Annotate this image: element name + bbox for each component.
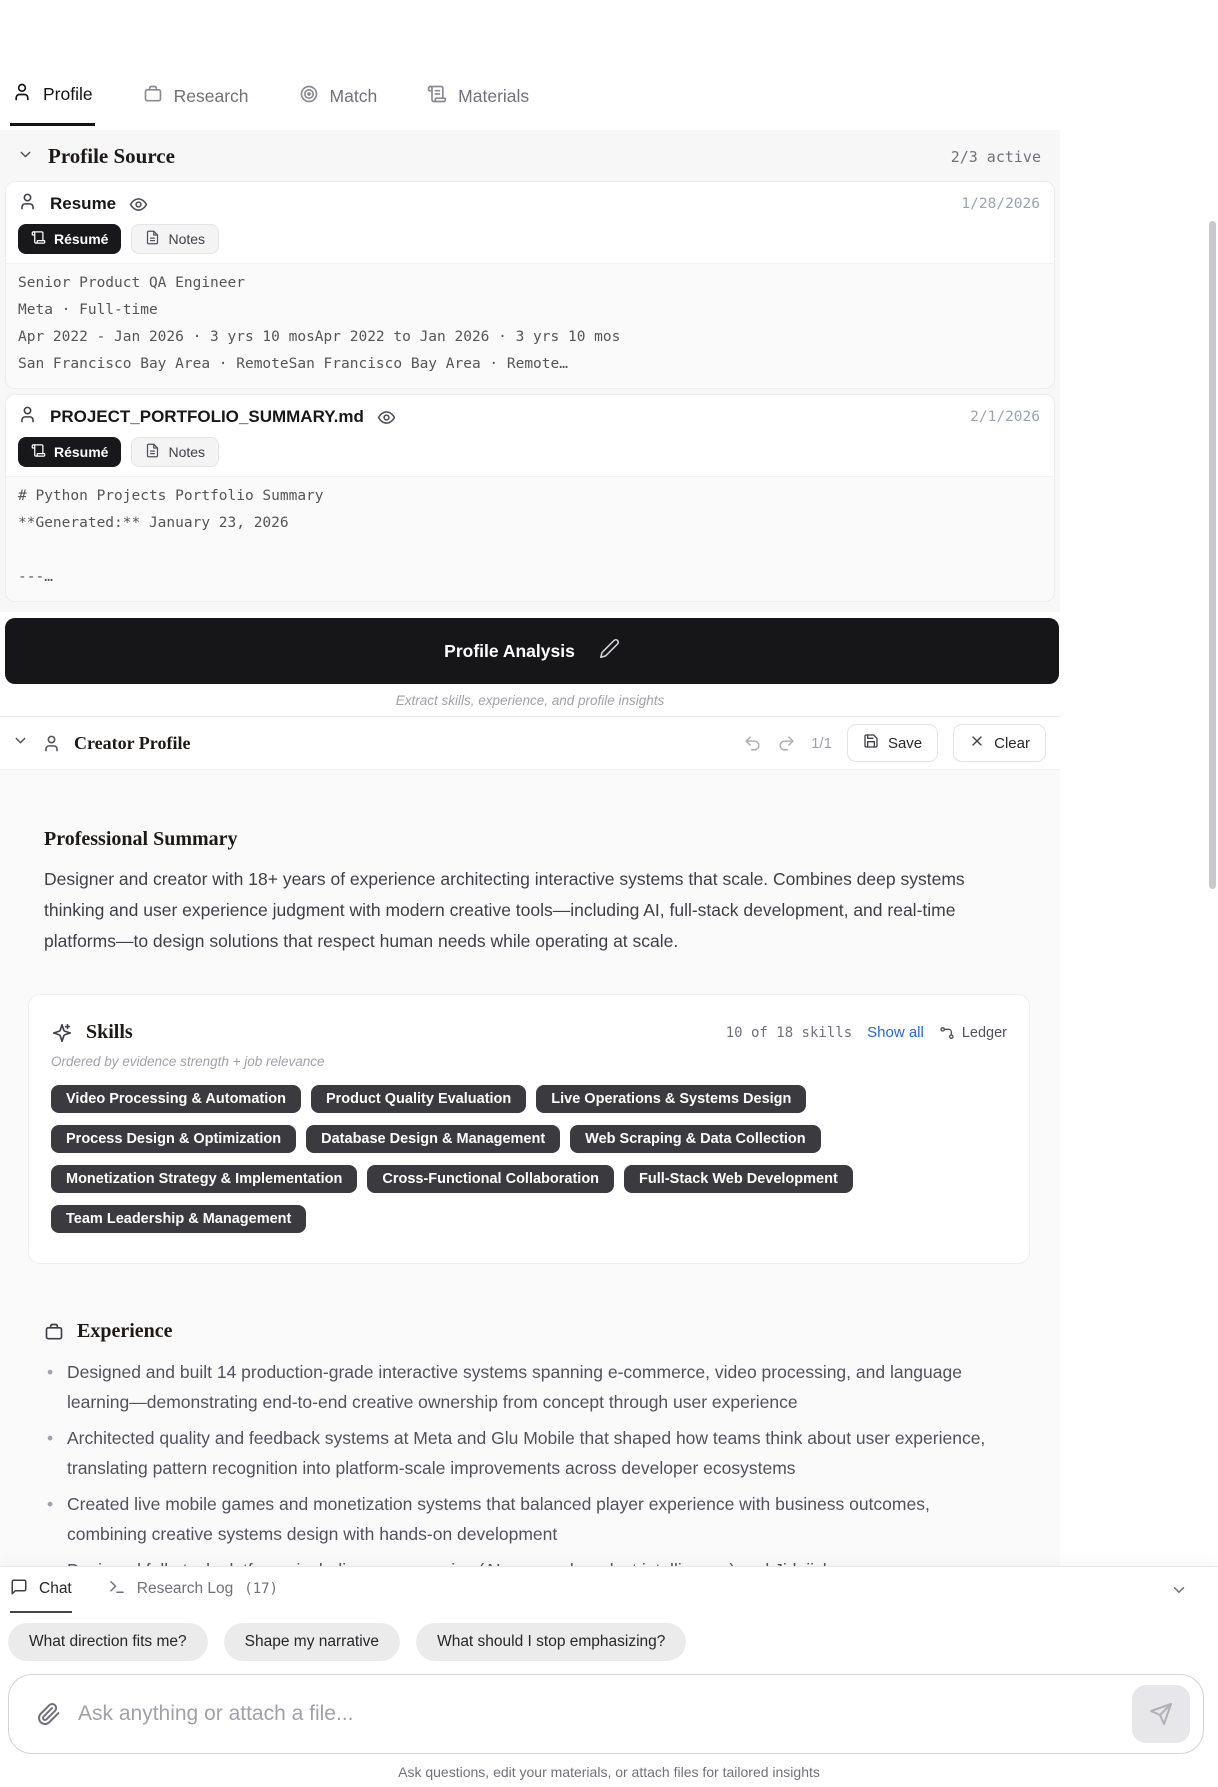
skill-tag[interactable]: Web Scraping & Data Collection: [570, 1125, 821, 1153]
skill-tag[interactable]: Team Leadership & Management: [51, 1205, 306, 1233]
suggestion-chip[interactable]: What should I stop emphasizing?: [416, 1623, 686, 1661]
experience-section: [44, 1320, 1005, 1585]
source-name: Resume: [50, 194, 117, 213]
skill-tag[interactable]: Video Processing & Automation: [51, 1085, 301, 1113]
source-content: [6, 263, 1054, 388]
redo-icon[interactable]: [777, 734, 796, 753]
research-log-count: (17): [244, 1581, 278, 1597]
summary-text: Designer and creator with 18+ years of experience architecting interactive systems that scale. Combines deep systems thinking and user experience judgment with modern creative tools—including AI, full-stack development, and real-time platforms—to design solutions that respect human needs while operating at scale.: [44, 869, 965, 951]
waypoints-icon: [939, 1025, 955, 1041]
skill-tag[interactable]: Process Design & Optimization: [51, 1125, 296, 1153]
user-icon: [18, 192, 37, 216]
send-button[interactable]: [1132, 1685, 1190, 1743]
creator-actions: [743, 724, 1046, 762]
scroll-icon: [427, 84, 447, 109]
eye-icon[interactable]: [129, 195, 148, 214]
tab-label: Materials: [458, 85, 530, 106]
send-icon: [1149, 1702, 1173, 1726]
creator-profile-header: [0, 716, 1060, 769]
experience-title: Experience: [77, 1320, 173, 1342]
tab-research[interactable]: [141, 76, 251, 126]
message-square-icon: [10, 1578, 28, 1601]
user-icon: [42, 734, 61, 753]
summary-title: Professional Summary: [44, 828, 238, 850]
chevron-down-icon[interactable]: [1170, 1581, 1188, 1599]
skill-tag-list: [51, 1085, 1007, 1233]
suggestion-chip[interactable]: Shape my narrative: [224, 1623, 400, 1661]
chat-footer-hint: Ask questions, edit your materials, or attach files for tailored insights: [398, 1764, 820, 1780]
source-card-header: [6, 395, 1054, 435]
source-line: San Francisco Bay Area · RemoteSan Francisco Bay Area · Remote…: [18, 356, 568, 372]
clear-label: Clear: [994, 734, 1030, 752]
save-label: Save: [887, 734, 923, 752]
source-name: PROJECT_PORTFOLIO_SUMMARY.md: [50, 407, 364, 426]
scrollbar[interactable]: [1209, 221, 1216, 889]
undo-icon[interactable]: [743, 734, 762, 753]
source-date: 1/28/2026: [961, 196, 1040, 212]
tab-materials[interactable]: [425, 76, 531, 126]
briefcase-icon: [143, 84, 163, 109]
skills-header: [51, 1021, 1007, 1044]
eye-icon[interactable]: [377, 408, 396, 427]
skills-count: 10 of 18 skills: [725, 1024, 853, 1041]
source-line: **Generated:** January 23, 2026: [18, 515, 289, 531]
scroll-icon: [31, 230, 46, 248]
tab-chat[interactable]: [10, 1567, 72, 1613]
source-card-header: [6, 182, 1054, 222]
top-tab-bar: [0, 76, 1060, 126]
source-date: 2/1/2026: [970, 409, 1040, 425]
tag-label: Résumé: [54, 231, 109, 247]
skill-tag[interactable]: Live Operations & Systems Design: [536, 1085, 806, 1113]
ledger-label: Ledger: [961, 1024, 1007, 1041]
experience-bullet: • Architected quality and feedback systems at Meta and Glu Mobile that shaped how teams think about user experience, translating pattern recognition into platform-scale improvements across developer ecosystems: [44, 1423, 994, 1483]
source-line: Senior Product QA Engineer: [18, 275, 245, 291]
tag-resume[interactable]: [18, 224, 121, 254]
suggestion-chip[interactable]: What direction fits me?: [8, 1623, 208, 1661]
skills-card: [28, 994, 1030, 1264]
source-content: [6, 476, 1054, 601]
paperclip-icon[interactable]: [37, 1702, 61, 1726]
tab-label: Research Log: [136, 1580, 234, 1597]
source-tags: [6, 435, 1054, 476]
target-icon: [299, 84, 319, 109]
source-line: Apr 2022 - Jan 2026 · 3 yrs 10 mosApr 2022 to Jan 2026 · 3 yrs 10 mos: [18, 329, 621, 345]
skill-tag[interactable]: Full-Stack Web Development: [624, 1165, 853, 1193]
tag-resume[interactable]: [18, 437, 121, 467]
tag-label: Notes: [168, 231, 206, 247]
suggestion-chips: [0, 1613, 1218, 1667]
tab-label: Research: [173, 85, 249, 106]
main-column: [0, 76, 1060, 1709]
section-title: Profile Source: [48, 144, 175, 168]
scroll-icon: [31, 443, 46, 461]
skill-tag[interactable]: Cross-Functional Collaboration: [367, 1165, 614, 1193]
experience-bullet: • Created live mobile games and monetization systems that balanced player experience with business outcomes, combining creative systems design with hands-on development: [44, 1489, 994, 1549]
tag-label: Notes: [168, 444, 206, 460]
pencil-icon: [599, 638, 620, 664]
user-icon: [18, 405, 37, 429]
skills-meta: [726, 1024, 1007, 1041]
creator-profile-section: [0, 716, 1060, 1709]
tab-label: Profile: [43, 84, 93, 104]
tab-label: Match: [329, 85, 378, 106]
terminal-icon: [108, 1578, 126, 1601]
skill-tag[interactable]: Monetization Strategy & Implementation: [51, 1165, 357, 1193]
source-line: Meta · Full-time: [18, 302, 158, 318]
chat-input-box: [8, 1674, 1204, 1754]
source-card-portfolio: [5, 394, 1055, 602]
analysis-caption: Extract skills, experience, and profile insights: [395, 693, 665, 708]
tag-label: Résumé: [54, 444, 109, 460]
ledger-button[interactable]: [939, 1025, 1007, 1041]
tab-research-log[interactable]: [108, 1567, 278, 1613]
chat-tab-bar: [0, 1567, 1218, 1613]
tag-notes[interactable]: [131, 224, 219, 254]
profile-source-header: [5, 130, 1055, 181]
tab-match[interactable]: [297, 76, 380, 126]
history-counter: 1/1: [811, 734, 832, 752]
source-line: ---…: [18, 569, 53, 585]
close-icon: [969, 733, 985, 753]
tab-label: Chat: [39, 1580, 72, 1597]
save-button[interactable]: [847, 724, 938, 762]
skill-tag[interactable]: Database Design & Management: [306, 1125, 560, 1153]
save-icon: [863, 733, 879, 753]
source-line: # Python Projects Portfolio Summary: [18, 488, 324, 504]
active-count: 2/3 active: [950, 147, 1041, 166]
tag-notes[interactable]: [131, 437, 219, 467]
chat-panel: [0, 1566, 1218, 1787]
experience-list: [44, 1357, 994, 1585]
chat-input[interactable]: [78, 1702, 1113, 1726]
chevron-down-icon[interactable]: [12, 732, 29, 754]
creator-profile-title: Creator Profile: [74, 732, 191, 753]
file-text-icon: [145, 443, 160, 461]
source-card-resume: [5, 181, 1055, 389]
profile-source-section: [0, 130, 1060, 612]
profile-analysis-button[interactable]: [5, 618, 1059, 684]
user-icon: [12, 82, 32, 107]
tab-profile[interactable]: [10, 76, 95, 126]
briefcase-icon: [44, 1322, 64, 1342]
source-tags: [6, 222, 1054, 263]
experience-header: [44, 1320, 1005, 1343]
skills-subtitle: Ordered by evidence strength + job relevance: [51, 1054, 325, 1069]
profile-analysis-label: Profile Analysis: [444, 640, 575, 661]
file-text-icon: [145, 230, 160, 248]
skill-tag[interactable]: Product Quality Evaluation: [311, 1085, 526, 1113]
show-all-link[interactable]: Show all: [867, 1024, 924, 1041]
sparkles-icon: [51, 1022, 73, 1044]
skills-title: Skills: [86, 1021, 133, 1043]
clear-button[interactable]: [953, 724, 1046, 762]
experience-bullet: • Designed and built 14 production-grade interactive systems spanning e-commerce, video processing, and language learning—demonstrating end-to-end creative ownership from concept through user experience: [44, 1357, 994, 1417]
chevron-down-icon[interactable]: [17, 146, 34, 168]
source-line: [18, 537, 1042, 564]
